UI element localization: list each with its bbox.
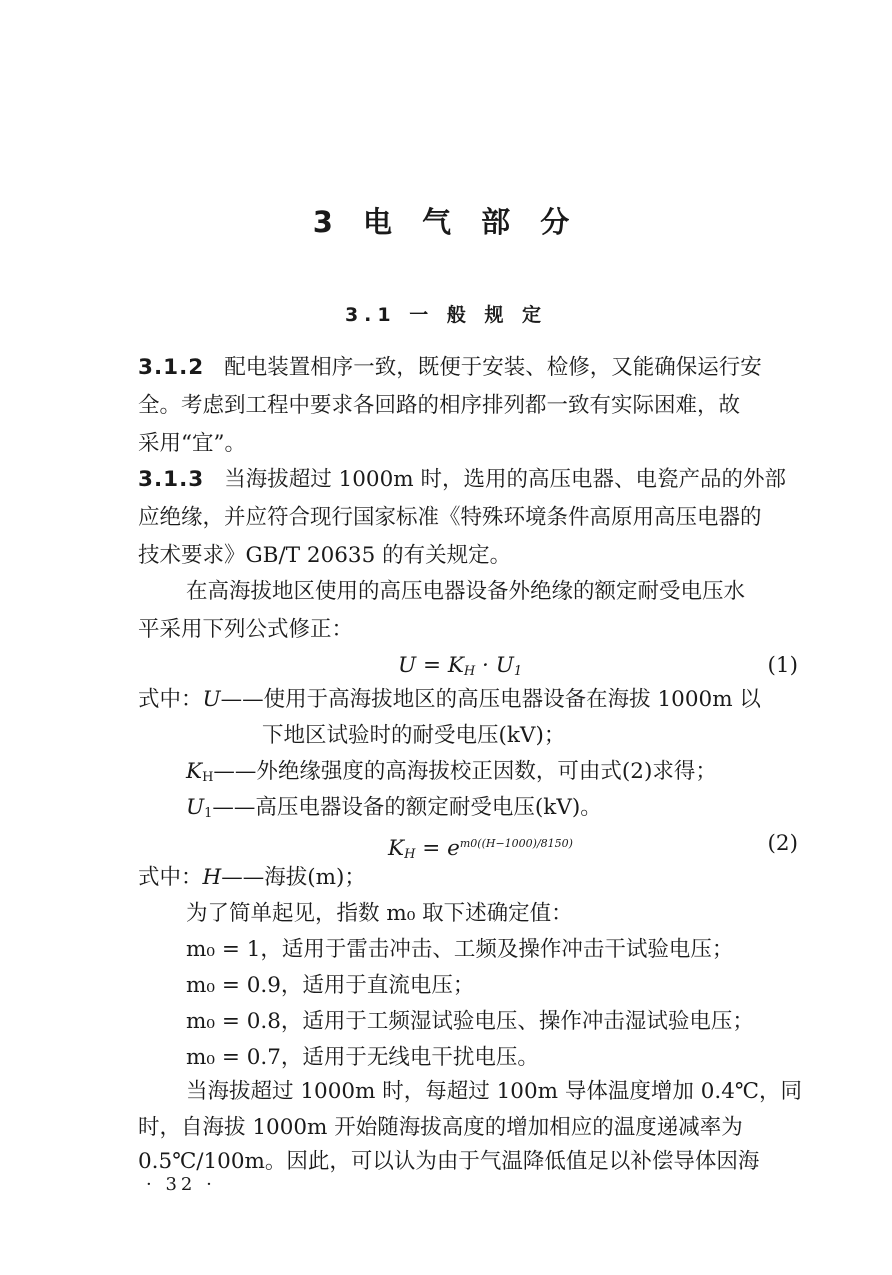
paragraph-temperature-line-2: 时，自海拔 1000m 开始随海拔高度的增加相应的温度递减率为 (138, 1115, 743, 1140)
clause-3-1-3-line-1 (138, 460, 798, 500)
m0-value-1: m₀ = 1，适用于雷击冲击、工频及操作冲击干试验电压； (186, 937, 734, 962)
clause-3-1-3-line-3: 技术要求》GB/T 20635 的有关规定。 (138, 543, 512, 568)
paragraph-correction-line-1: 在高海拔地区使用的高压电器设备外绝缘的额定耐受电压水 (186, 579, 746, 604)
clause-number: 3.1.2 (138, 355, 205, 380)
paragraph-temperature-line-3: 0.5℃/100m。因此，可以认为由于气温降低值足以补偿导体因海 (138, 1149, 760, 1174)
formula-2-expression: $K_H = e^{m0((H-1000)/8150)}$ (388, 836, 573, 862)
section-title: 3.1 一 般 规 定 (344, 304, 548, 326)
definition-U1: $U_1——$高压电器设备的额定耐受电压(kV)。 (186, 795, 602, 821)
definition-U: 式中：U——使用于高海拔地区的高压电器设备在海拔 1000m 以 (138, 687, 761, 712)
m0-value-4: m₀ = 0.7，适用于无线电干扰电压。 (186, 1045, 539, 1070)
equation-number-2: (2) (767, 831, 798, 856)
definition-U-continued: 下地区试验时的耐受电压(kV)； (262, 723, 566, 748)
equation-number-1: (1) (767, 653, 798, 678)
definition-H: 式中：H——海拔(m)； (138, 865, 366, 890)
formula-1-expression: $U = K_H \cdot U_1$ (398, 653, 523, 679)
paragraph-temperature-line-1: 当海拔超过 1000m 时，每超过 100m 导体温度增加 0.4℃，同 (186, 1079, 802, 1104)
clause-text: 配电装置相序一致，既便于安装、检修，又能确保运行安 (224, 355, 762, 380)
m0-value-2: m₀ = 0.9，适用于直流电压； (186, 973, 475, 998)
clause-3-1-2-line-1 (138, 348, 798, 388)
page-number: · 32 · (146, 1174, 216, 1195)
chapter-title: 3 电 气 部 分 (312, 205, 580, 239)
paragraph-correction-line-2: 平采用下列公式修正： (138, 617, 354, 642)
m0-intro: 为了简单起见，指数 m₀ 取下述确定值： (186, 901, 573, 926)
clause-3-1-3-line-2: 应绝缘，并应符合现行国家标准《特殊环境条件高原用高压电器的 (138, 505, 762, 530)
clause-number: 3.1.3 (138, 467, 205, 492)
definition-KH: $K_H——$外绝缘强度的高海拔校正因数，可由式(2)求得； (186, 759, 717, 785)
clause-3-1-2-line-3: 采用“宜”。 (138, 431, 246, 456)
m0-value-3: m₀ = 0.8，适用于工频湿试验电压、操作冲击湿试验电压； (186, 1009, 754, 1034)
clause-3-1-2-line-2: 全。考虑到工程中要求各回路的相序排列都一致有实际困难，故 (138, 393, 741, 418)
clause-text: 当海拔超过 1000m 时，选用的高压电器、电瓷产品的外部 (224, 467, 786, 492)
